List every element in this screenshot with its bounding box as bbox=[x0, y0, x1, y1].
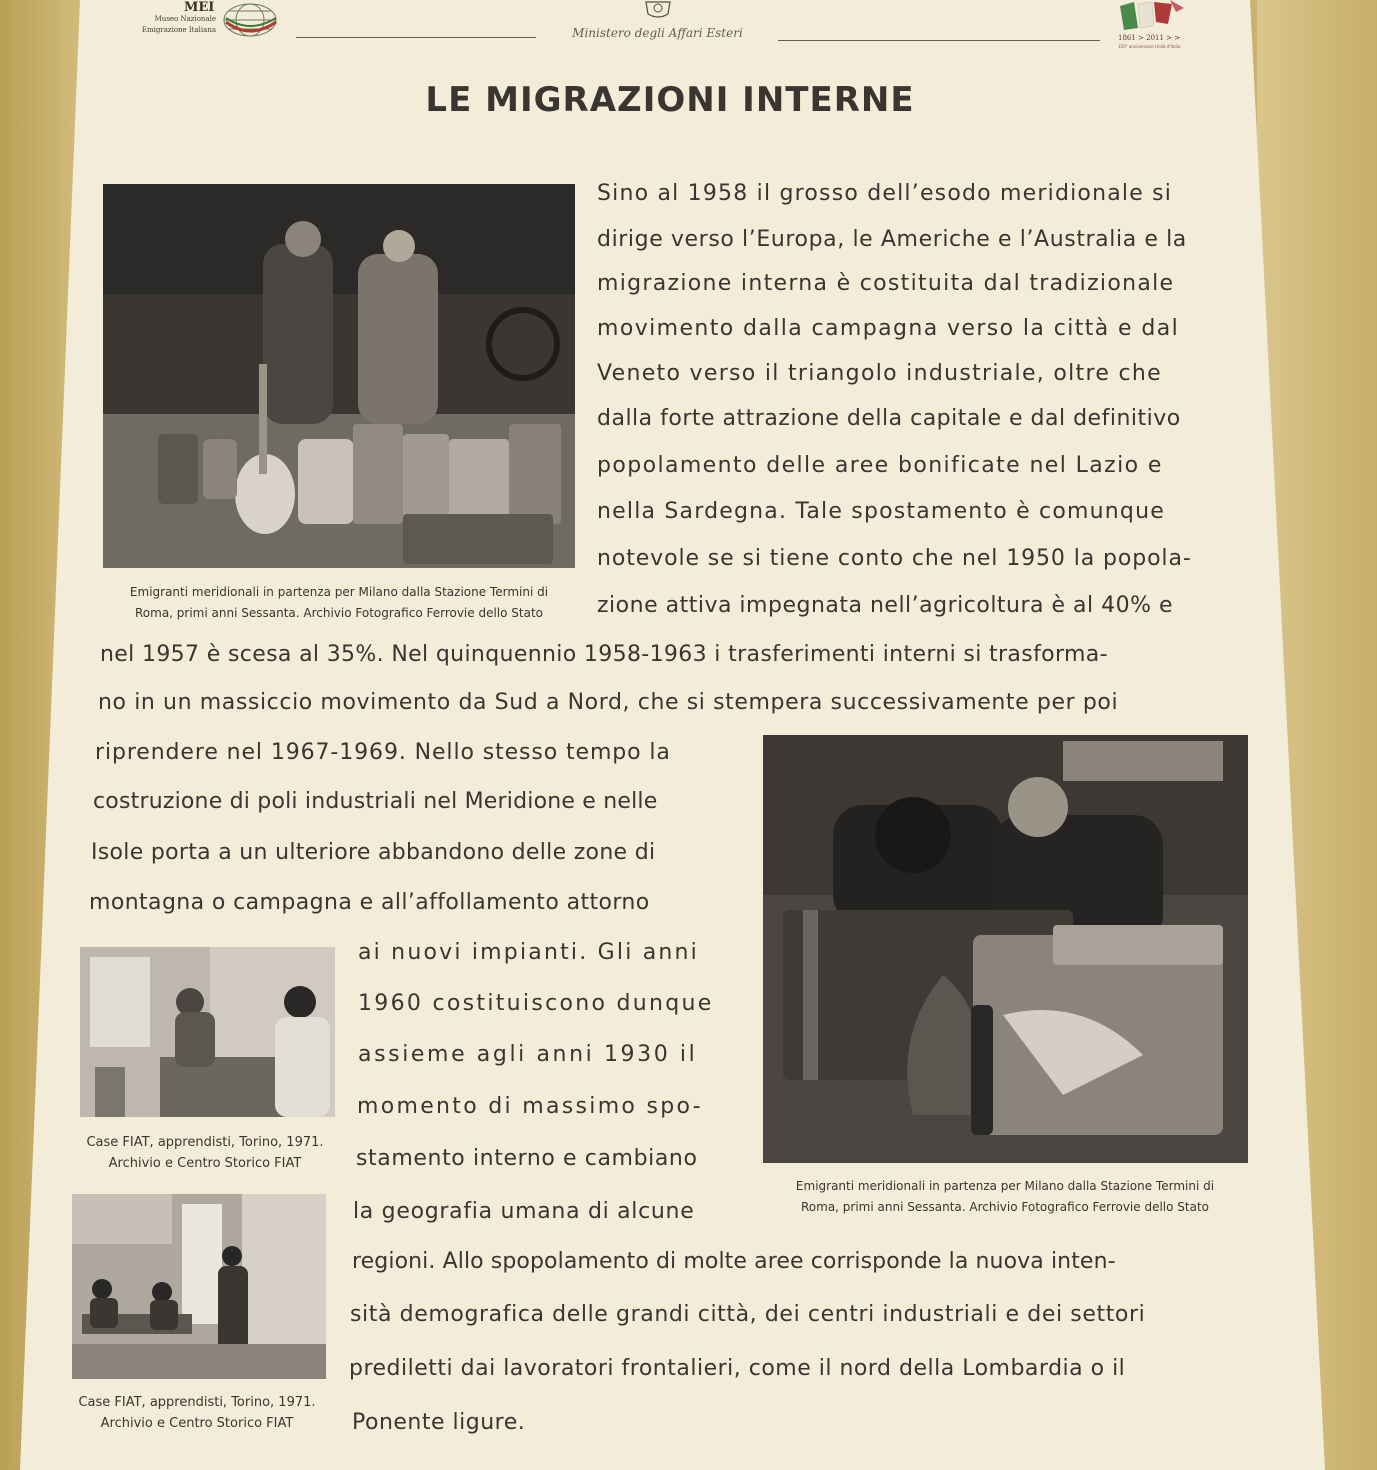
text-line: montagna o campagna e all’affollamento attorno bbox=[89, 890, 650, 915]
photo-station-emigrants bbox=[103, 184, 575, 568]
photo-station-image bbox=[103, 184, 575, 568]
anniversary-years: 1861 > 2011 > > bbox=[1118, 34, 1181, 42]
anniversary-subtitle: 150° anniversario Unità d'Italia bbox=[1118, 44, 1181, 49]
caption-3-line-1: Case FIAT, apprendisti, Torino, 1971. bbox=[86, 1135, 324, 1150]
mei-logo-text: MEI bbox=[184, 0, 215, 15]
text-line: notevole se si tiene conto che nel 1950 la popola- bbox=[597, 546, 1192, 571]
ministry-name: Ministero degli Affari Esteri bbox=[572, 26, 743, 40]
header-rule-left bbox=[296, 37, 536, 38]
text-line: sità demografica delle grandi città, dei centri industriali e dei settori bbox=[350, 1302, 1146, 1327]
text-line: nella Sardegna. Tale spostamento è comunque bbox=[597, 499, 1165, 524]
caption-4-line-1: Case FIAT, apprendisti, Torino, 1971. bbox=[78, 1395, 316, 1410]
text-line: Ponente ligure. bbox=[352, 1410, 526, 1435]
text-line: ai nuovi impianti. Gli anni bbox=[358, 940, 699, 965]
photo-fiat-2-image bbox=[72, 1194, 326, 1379]
caption-1-line-1: Emigranti meridionali in partenza per Milano dalla Stazione Termini di bbox=[129, 585, 549, 599]
text-line: 1960 costituiscono dunque bbox=[358, 991, 714, 1016]
mei-sub-line-1: Museo Nazionale bbox=[154, 15, 216, 23]
mei-logo-subtitle bbox=[132, 14, 216, 36]
text-line: no in un massiccio movimento da Sud a Nord, che si stempera successivamente per poi bbox=[98, 690, 1119, 715]
text-line: stamento interno e cambiano bbox=[356, 1146, 698, 1171]
mei-logo bbox=[132, 0, 292, 42]
text-line: riprendere nel 1967-1969. Nello stesso tempo la bbox=[95, 740, 671, 765]
text-line: Sino al 1958 il grosso dell’esodo meridionale si bbox=[597, 181, 1173, 206]
photo-fiat-1-image bbox=[80, 947, 335, 1117]
photo-fiat-apprentices-2 bbox=[72, 1194, 326, 1379]
mei-sub-line-2: Emigrazione Italiana bbox=[141, 26, 216, 34]
caption-4-line-2: Archivio e Centro Storico FIAT bbox=[100, 1416, 294, 1431]
photo-suitcases-image bbox=[763, 735, 1248, 1163]
photo-fiat-apprentices-1 bbox=[80, 947, 335, 1117]
text-line: prediletti dai lavoratori frontalieri, come il nord della Lombardia o il bbox=[349, 1356, 1126, 1381]
tricolor-icon bbox=[1116, 0, 1186, 32]
caption-3-line-2: Archivio e Centro Storico FIAT bbox=[108, 1156, 302, 1171]
text-line: dirige verso l’Europa, le Americhe e l’Australia e la bbox=[597, 227, 1187, 252]
emblem-icon bbox=[638, 0, 678, 20]
photo-men-suitcases bbox=[763, 735, 1248, 1163]
caption-2-line-2: Roma, primi anni Sessanta. Archivio Fotografico Ferrovie dello Stato bbox=[800, 1200, 1210, 1214]
text-line: la geografia umana di alcune bbox=[353, 1199, 695, 1224]
text-line: Isole porta a un ulteriore abbandono delle zone di bbox=[91, 840, 656, 865]
caption-1-line-2: Roma, primi anni Sessanta. Archivio Fotografico Ferrovie dello Stato bbox=[134, 606, 544, 620]
anniversary-logo bbox=[1112, 0, 1202, 52]
caption-photo-2 bbox=[755, 1176, 1255, 1218]
text-line: costruzione di poli industriali nel Meridione e nelle bbox=[93, 789, 658, 814]
globe-icon bbox=[222, 0, 278, 38]
text-line: migrazione interna è costituita dal tradizionale bbox=[597, 271, 1175, 296]
header-rule-right bbox=[778, 40, 1100, 41]
caption-photo-3 bbox=[70, 1132, 340, 1174]
text-line: dalla forte attrazione della capitale e dal definitivo bbox=[597, 406, 1181, 431]
ministry-logo bbox=[540, 0, 775, 58]
text-line: nel 1957 è scesa al 35%. Nel quinquennio 1958-1963 i trasferimenti interni si trasforma- bbox=[100, 642, 1108, 667]
caption-photo-4 bbox=[62, 1392, 332, 1434]
text-line: assieme agli anni 1930 il bbox=[358, 1042, 698, 1067]
text-line: regioni. Allo spopolamento di molte aree corrisponde la nuova inten- bbox=[352, 1249, 1116, 1274]
text-line: popolamento delle aree bonificate nel Lazio e bbox=[597, 453, 1163, 478]
text-line: zione attiva impegnata nell’agricoltura è al 40% e bbox=[597, 593, 1174, 618]
text-line: movimento dalla campagna verso la città e dal bbox=[597, 316, 1180, 341]
text-line: momento di massimo spo- bbox=[357, 1094, 703, 1119]
page-title: LE MIGRAZIONI INTERNE bbox=[425, 80, 915, 120]
text-line: Veneto verso il triangolo industriale, oltre che bbox=[597, 361, 1162, 386]
caption-photo-1 bbox=[103, 582, 575, 624]
caption-2-line-1: Emigranti meridionali in partenza per Milano dalla Stazione Termini di bbox=[795, 1179, 1215, 1193]
